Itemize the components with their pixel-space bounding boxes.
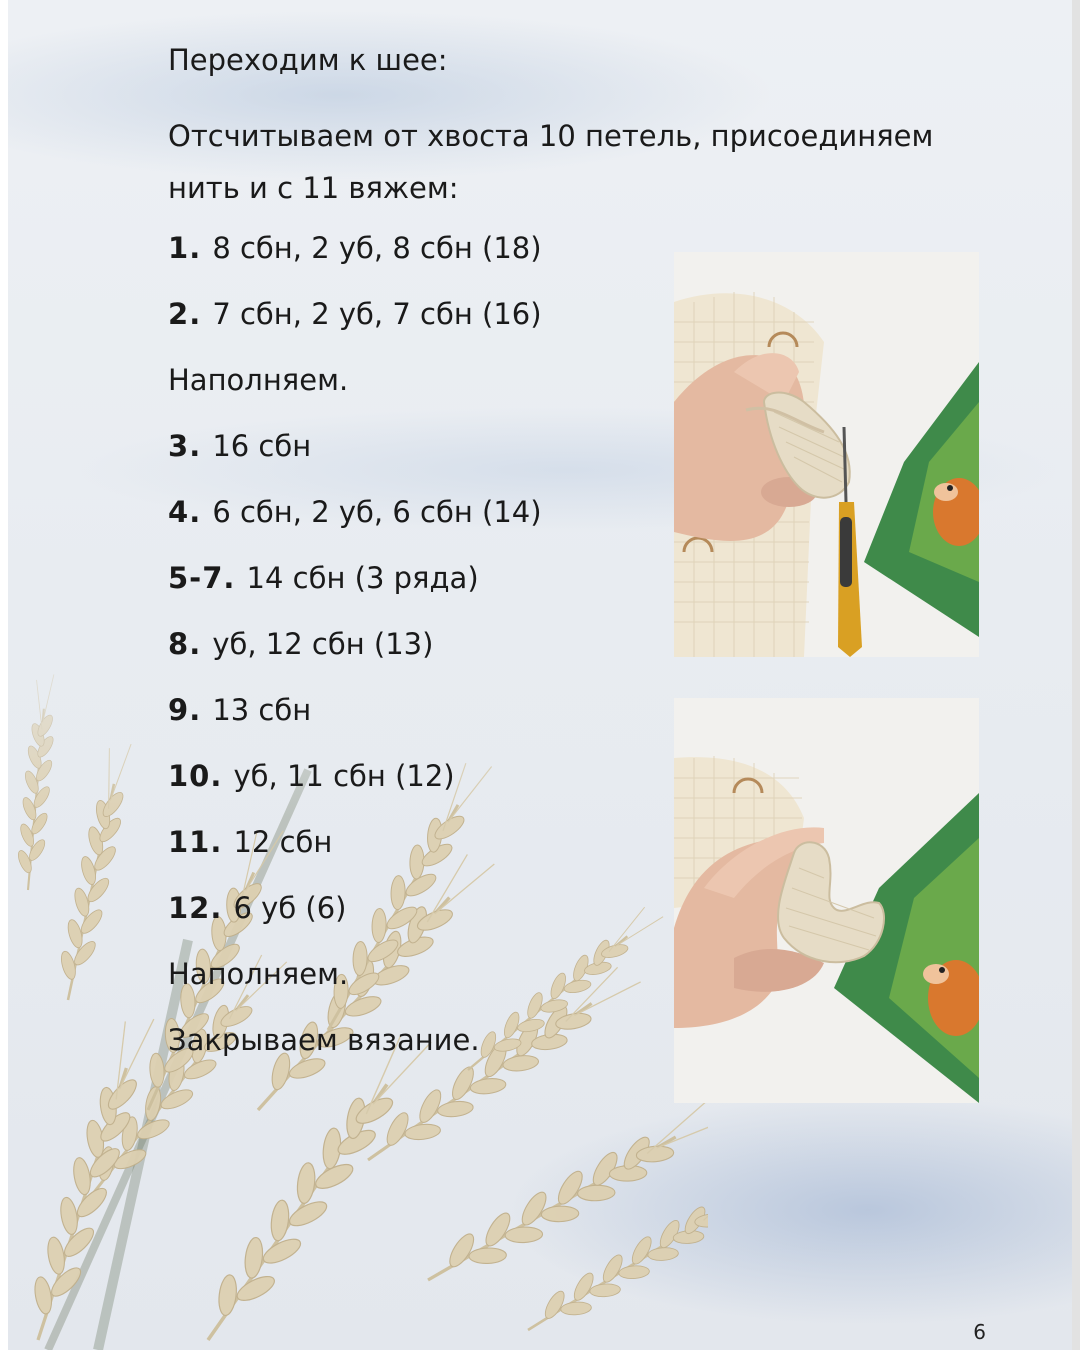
page-background — [8, 0, 1072, 1350]
section-title: Переходим к шее: — [168, 43, 448, 77]
photo-crochet-with-hook — [674, 252, 979, 657]
step-number: 3 — [168, 429, 190, 463]
step-row: 9. 13 сбн — [168, 693, 312, 727]
step-number: 11 — [168, 825, 211, 859]
page-number: 6 — [973, 1320, 986, 1344]
step-number: 2 — [168, 297, 190, 331]
step-text: 14 сбн (3 ряда) — [246, 561, 479, 595]
step-number: 12 — [168, 891, 211, 925]
step-text: 12 сбн — [233, 825, 333, 859]
step-number: 10 — [168, 759, 211, 793]
step-text: 16 сбн — [212, 429, 312, 463]
step-text: 6 сбн, 2 уб, 6 сбн (14) — [212, 495, 542, 529]
step-number: 1 — [168, 231, 190, 265]
step-row: 10. уб, 11 сбн (12) — [168, 759, 455, 793]
step-text: уб, 12 сбн (13) — [212, 627, 434, 661]
step-row: 3. 16 сбн — [168, 429, 312, 463]
right-edge — [1072, 0, 1080, 1350]
step-text: 6 уб (6) — [233, 891, 347, 925]
note-row — [168, 954, 348, 994]
step-row: 2. 7 сбн, 2 уб, 7 сбн (16) — [168, 297, 542, 331]
note-text: Наполняем. — [168, 957, 349, 991]
intro-text: Отсчитываем от хвоста 10 петель, присоединяем нить и с 11 вяжем: — [168, 119, 934, 205]
note-text: Наполняем. — [168, 363, 349, 397]
step-text: уб, 11 сбн (12) — [233, 759, 455, 793]
note-row — [168, 1020, 480, 1060]
step-row: 11. 12 сбн — [168, 825, 333, 859]
photo-crochet-finished — [674, 698, 979, 1103]
note-text: Закрываем вязание. — [168, 1023, 480, 1057]
step-number: 4 — [168, 495, 190, 529]
step-text: 13 сбн — [212, 693, 312, 727]
step-row: 1. 8 сбн, 2 уб, 8 сбн (18) — [168, 231, 542, 265]
wheat-decoration — [8, 640, 708, 1350]
step-text: 8 сбн, 2 уб, 8 сбн (18) — [212, 231, 542, 265]
step-row: 4. 6 сбн, 2 уб, 6 сбн (14) — [168, 495, 542, 529]
step-row: 8. уб, 12 сбн (13) — [168, 627, 434, 661]
note-row — [168, 360, 348, 400]
step-number: 5-7 — [168, 561, 224, 595]
step-number: 8 — [168, 627, 190, 661]
step-row: 5-7. 14 сбн (3 ряда) — [168, 561, 479, 595]
step-number: 9 — [168, 693, 190, 727]
step-row: 12. 6 уб (6) — [168, 891, 347, 925]
step-text: 7 сбн, 2 уб, 7 сбн (16) — [212, 297, 542, 331]
